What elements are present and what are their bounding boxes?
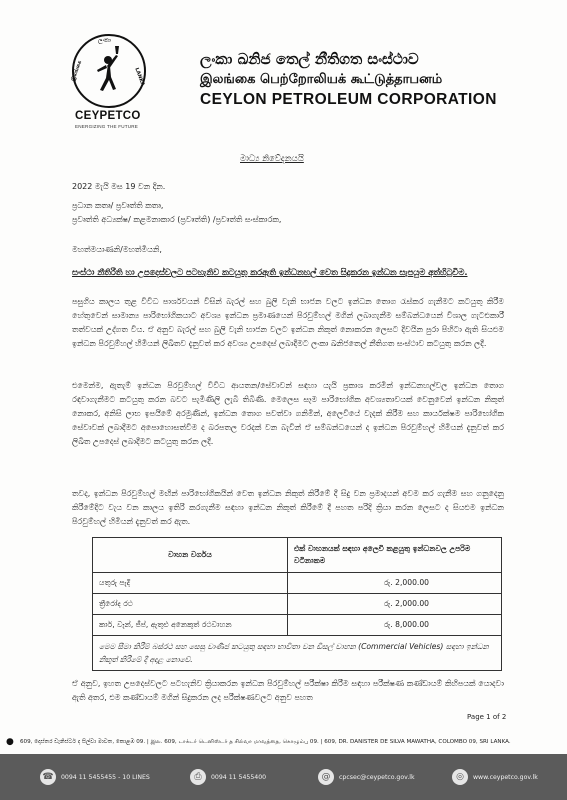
addressee-block <box>72 199 281 227</box>
logo-text-right: LANKA <box>133 67 146 87</box>
phone-icon: ☎ <box>40 769 56 785</box>
paragraph-3: තවද, ඉන්ධන පිරවුම්හල් මඟින් පාරිභෝගිකයින් වෙත ඉන්ධන නිකුත් කිරීමේ දී සිදු වන ප්‍රමාදයන් අවම කර ගැනීම සහ ගනුදෙනු කිරීමේදිට වැය වන කාලය ඉතිරි කරගැනීම සඳහා ඉන්ධන නිකුත් කිරීමේ දී පහත පරිදි ක්‍රියා කරන ලෙසට ද සියළුම ඉන්ධන පිරවුම්හල් හිමියන් දැනුවත් කර ඇත. <box>72 489 504 526</box>
footer-email[interactable] <box>318 766 415 788</box>
amount-cell: රු. 2,000.00 <box>288 594 502 615</box>
brand-tagline: ENERGIZING THE FUTURE <box>75 124 139 129</box>
logo-text-left: இலங்கை <box>70 59 84 83</box>
footer-address: 609, දොස්තර ඩැනිස්ටර් ද සිල්වා මාවත, කොළඹ 09. | இல. 609, டாக்டர் டெனிஸ்டர் த சில்வா மாவத்தை, கொழும்பு 09. | 609, DR. DANISTER DE SILVA MAWATHA, COLOMBO 09, SRI LANKA. <box>20 739 511 745</box>
table-note-row <box>93 636 502 671</box>
email-icon: @ <box>318 769 334 785</box>
email-text: cpcsec@ceypetco.gov.lk <box>339 773 415 781</box>
document-date: 2022 මැයි මස 19 වන දින. <box>72 182 166 191</box>
salutation: මහත්මයාණනි/මහත්මියනි, <box>72 245 162 254</box>
vehicle-cell: යතුරු පැදි <box>93 573 288 594</box>
amount-cell: රු. 8,000.00 <box>288 615 502 636</box>
column-header-max-value: එක් වාහනයක් සඳහා අලෙවි කළයුතු ඉන්ධනවල උපරිම වටිනාකම <box>288 538 502 573</box>
torch-runner-icon <box>88 44 128 102</box>
location-pin-icon: ● <box>6 737 14 747</box>
fax-text: 0094 11 5455400 <box>211 773 267 781</box>
vehicle-cell: ත්‍රීරෝද රථ <box>93 594 288 615</box>
paragraph-4: ඒ අනුව, ඉහත උපදෙස්වලට පටහැනිව ක්‍රියාකරන ඉන්ධන පිරවුම්හල් පරීක්ෂා කිරීම සඳහා පරීක්ෂණ කණ්ඩායම් කිහිපයක් යොදවා ඇති අතර, එම කණ්ඩායම් මගින් සිදුකරන ලද පරීක්ෂණවලට අනුව පහත <box>72 679 504 702</box>
org-name-sinhala: ලංකා ඛනිජ තෙල් නීතිගත සංස්ථාව <box>200 50 419 68</box>
table-note: මෙම සීමා කිරීම් බස්රථ සහ සෙසු වාණිජ කටයුතු සඳහා භාවිතා වන ඩීසල් වාහන (Commercial Vehicles) සඳහා ඉන්ධන නිකුත් කිරීමේ දී අදාළ නොවේ. <box>93 636 502 671</box>
column-header-vehicle-type: වාහන වර්ගය <box>93 538 288 573</box>
table-row <box>93 573 502 594</box>
paragraph-1: පසුගිය කාලය තුළ විවිධ පාර්ශවයන් විසින් බැරල් සහ බුලි වැනි භාජන වලට ඉන්ධන තොග රැස්කර ගැනීමට කටයුතු කිරීම හේතුවෙන් සාමාන්‍ය පාරිභෝගිකයාට අවශ්‍ය ඉන්ධන ප්‍රමාණයෙන් පිරවුම්හල් මගින් ලබාගැනීම සම්බන්ධයෙන් විශාල ගැටළුකාරී තත්වයක් උද්ගත විය. ඒ අනුව බැරල් සහ බුලි වැනි භාජන වලට ඉන්ධන නිකුත් නොකරන ලෙසට දිවයින පුරා පිහිටා ඇති සියළුම ඉන්ධන පිරවුම්හල් හිමියන් ලිඛිතව දැනුවත් කර අවශ්‍ය උපදෙස් ලබාදීමට ලංකා ඛනිජතෙල් නීතිගත සංස්ථාව කටයුතු කරන ලදී. <box>72 297 504 348</box>
page-number: Page 1 of 2 <box>467 713 507 721</box>
paragraph-2: එමෙන්ම, ඇතැම් ඉන්ධන පිරවුම්හල් විවිධ ආයතන/සේවාවන් සඳහා යැයි ප්‍රකාශ කරමින් ඉන්ධනහල්වල ඉන්ධන තොග රඳවාගැනීමට කටයුතු කරන බවට පැමිණිලි ලැබී තිබිණි. මෙලෙස සෑම පාරිභෝගික අවශ්‍යතාවයක් වෙනුවෙන් ඉන්ධන නිකුත් නොකර, අනිසි ලාභ ඉපයීමේ අරමුණින්, ඉන්ධන තොග පවත්වා ගනිමින්, අලෙවියේ වැදක් කිරීම සහ කාර්යක්ෂම පාරිභෝගික සේවාවක් ලබාදීමට අපොහොසත්වීම ද බරපතල වරදක් වන බැවින් ඒ සම්බන්ධයෙන් ද ඉන්ධන පිරවුම්හල් හිමියන් දැනුවත් කර ලිඛිත උපදෙස් ලබාදීමට කටයුතු කරන ලදී. <box>72 381 504 446</box>
brand-name: CEYPETCO <box>75 110 141 122</box>
org-name-tamil: இலங்கை பெற்றோலியக் கூட்டுத்தாபனம் <box>200 72 443 87</box>
footer-fax[interactable] <box>190 766 266 788</box>
table-header-row <box>93 538 502 573</box>
addressee-line-1: ප්‍රධාන කතෘ/ ප්‍රවෘත්ති කතෘ, <box>72 201 164 210</box>
org-name-english: CEYLON PETROLEUM CORPORATION <box>200 91 497 108</box>
document-title: මාධ්‍ය නිවේදනයයි <box>240 154 304 164</box>
footer-website[interactable] <box>452 766 538 788</box>
addressee-line-2: ප්‍රවෘත්ති අධ්‍යක්ෂ/ කළමනාකාර (ප්‍රවෘත්ති) /ප්‍රවෘත්ති සංස්කාරක, <box>72 215 282 224</box>
table-row <box>93 615 502 636</box>
contact-footer <box>0 754 567 800</box>
footer-phone[interactable] <box>40 766 150 788</box>
logo-text-top: ලංකා <box>98 37 111 44</box>
globe-icon: ◎ <box>452 769 468 785</box>
website-text: www.ceypetco.gov.lk <box>473 773 538 781</box>
fuel-limit-table <box>92 537 502 671</box>
vehicle-cell: කාර්, වෑන්, ජීප්, ඇතුළු අනෙකුත් රථවාහන <box>93 615 288 636</box>
phone-text: 0094 11 5455455 - 10 LINES <box>61 773 150 781</box>
subject-line: සංස්ථා නීතිරීති හා උපදෙස්වලට පටහැනිව කටයුතු කරඇති ඉන්ධනහල් වෙත සිදුකරන ඉන්ධන සැපයුම අත්හිටුවීම. <box>72 267 468 277</box>
table-row <box>93 594 502 615</box>
address-bar <box>0 736 567 748</box>
fax-icon: ⎙ <box>190 769 206 785</box>
amount-cell: රු. 2,000.00 <box>288 573 502 594</box>
